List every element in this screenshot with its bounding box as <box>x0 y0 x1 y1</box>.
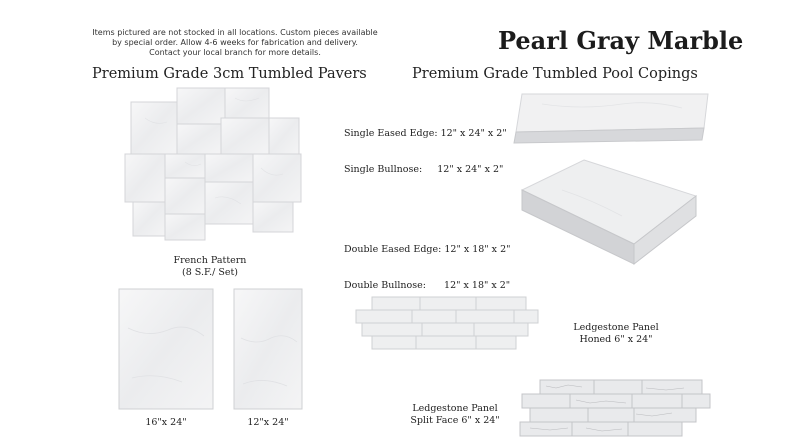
single-coping-image <box>512 94 712 144</box>
single-eased-edge-spec: Single Eased Edge: 12" x 24" x 2" <box>344 128 507 139</box>
ledgestone-split-face-size: Split Face 6" x 24" <box>410 415 500 426</box>
page-title: Pearl Gray Marble <box>498 26 744 55</box>
french-pattern-image <box>125 88 305 248</box>
paver-12x24-label: 12"x 24" <box>247 417 289 428</box>
pavers-heading: Premium Grade 3cm Tumbled Pavers <box>92 66 367 82</box>
ledgestone-split-face-caption <box>400 403 510 427</box>
ledgestone-split-face-image <box>516 378 716 442</box>
double-coping-specs <box>344 220 510 304</box>
paver-16x24-image <box>118 288 214 410</box>
double-coping-image <box>522 160 697 266</box>
paver-12x24-image <box>233 288 303 410</box>
notice-line: Items pictured are not stocked in all locations. Custom pieces available <box>92 28 378 37</box>
paver-16x24-label: 16"x 24" <box>145 417 187 428</box>
notice-line: Contact your local branch for more details. <box>149 48 321 57</box>
ledgestone-honed-name: Ledgestone Panel <box>573 322 659 333</box>
french-pattern-detail: (8 S.F./ Set) <box>182 267 238 278</box>
copings-heading: Premium Grade Tumbled Pool Copings <box>412 66 698 82</box>
ledgestone-honed-size: Honed 6" x 24" <box>579 334 653 345</box>
ledgestone-honed-caption <box>556 322 676 346</box>
double-bullnose-spec: Double Bullnose: 12" x 18" x 2" <box>344 280 511 291</box>
availability-notice <box>80 28 390 58</box>
ledgestone-split-face-name: Ledgestone Panel <box>412 403 498 414</box>
single-coping-specs <box>344 104 507 188</box>
french-pattern-name: French Pattern <box>173 255 247 266</box>
ledgestone-honed-image <box>352 295 542 353</box>
notice-line: by special order. Allow 4-6 weeks for fabrication and delivery. <box>112 38 358 47</box>
single-bullnose-spec: Single Bullnose: 12" x 24" x 2" <box>344 164 504 175</box>
french-pattern-caption <box>155 255 265 279</box>
double-eased-edge-spec: Double Eased Edge: 12" x 18" x 2" <box>344 244 511 255</box>
